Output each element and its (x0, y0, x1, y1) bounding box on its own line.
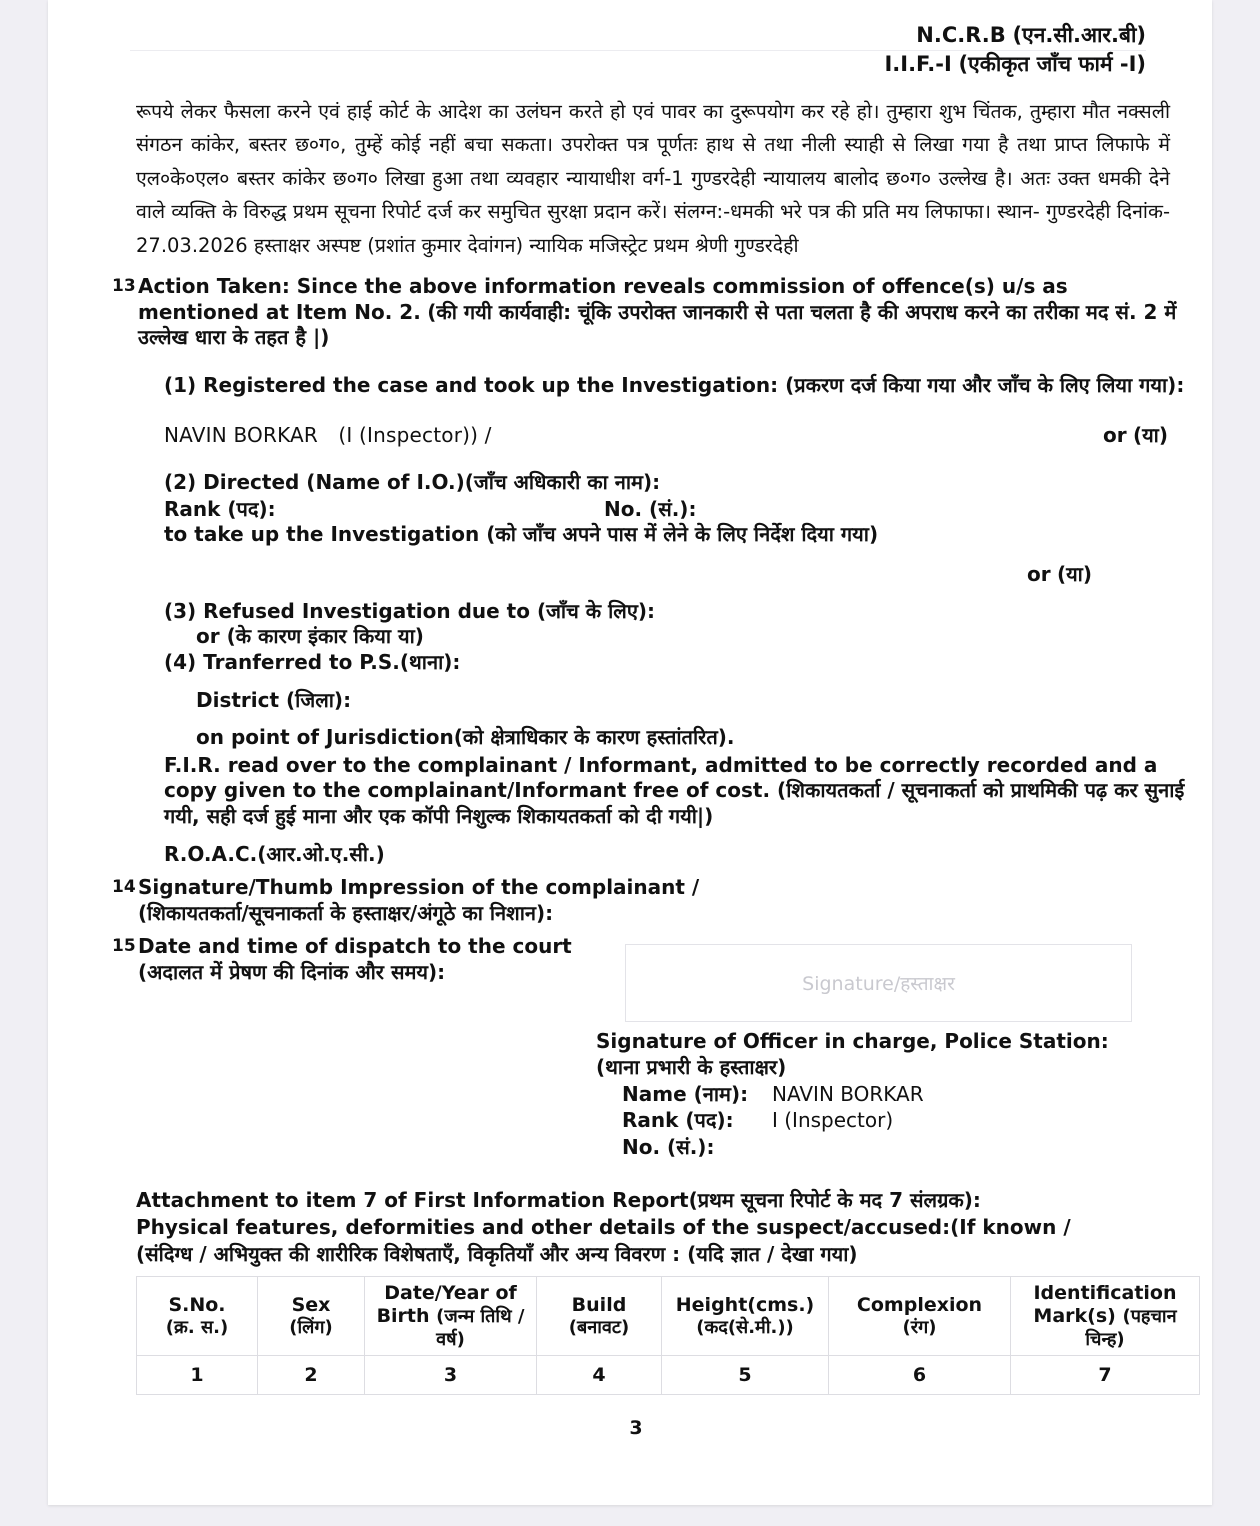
officer-no-row (622, 1134, 1192, 1161)
officer-no-label (622, 1134, 772, 1161)
th-complexion-en: Complexion (856, 1294, 983, 1317)
take-up-investigation-line (164, 522, 1192, 548)
th-identification-mark-en: Identification Mark(s) (1033, 1282, 1177, 1327)
item-13-title-en: Action Taken: Since the above information reveals commission of offence(s) u/s as mentioned at Item No. 2. (138, 274, 1068, 324)
th-dob (365, 1277, 537, 1356)
officer-no-label-hi: (सं.): (667, 1134, 715, 1159)
th-complexion (829, 1277, 1011, 1356)
continuation-paragraph: रूपये लेकर फैसला करने एवं हाई कोर्ट के आदेश का उलंघन करते हो एवं पावर का दुरूपयोग कर रहे हो। तुम्हारा शुभ चिंतक, तुम्हारा मौत नक्सली संगठन कांकेर, बस्तर छ०ग०, तुम्हें कोई नहीं बचा सकता। उपरोक्त पत्र पूर्णतः हाथ से तथा नीली स्याही से लिखा गया है तथा प्राप्त लिफाफे में एल०के०एल० बस्तर कांकेर छ०ग० लिखा हुआ तथा व्यवहार न्यायाधीश वर्ग-1 गुण्डरदेही न्यायालय बालोद छ०ग० उल्लेख है। अतः उक्त धमकी देने वाले व्यक्ति के विरुद्ध प्रथम सूचना रिपोर्ट दर्ज कर समुचित सुरक्षा प्रदान करें। संलग्न:-धमकी भरे पत्र की प्रति मय लिफाफा। स्थान- गुण्डरदेही दिनांक- 27.03.2026 हस्ताक्षर अस्पष्ट (प्रशांत कुमार देवांगन) न्यायिक मजिस्ट्रेट प्रथम श्रेणी गुण्डरदेही (136, 99, 1170, 257)
io-no-label (604, 495, 696, 522)
fir-read-over-en: F.I.R. read over to the complainant / Informant, admitted to be correctly recorded and a copy given to the complainant/Informant free of cost. (164, 752, 1158, 803)
th-sex-en: Sex (291, 1294, 331, 1317)
th-build (537, 1277, 662, 1356)
or-label-1 (1103, 421, 1168, 448)
district-line (196, 688, 1192, 714)
officer-in-charge-title-hi: (थाना प्रभारी के हस्ताक्षर) (596, 1055, 787, 1080)
io-no-label-hi: (सं.): (649, 497, 697, 522)
item-13-sub-3-or (196, 624, 1192, 650)
header-ncrb-hi: (एन.सी.आर.बी) (1012, 23, 1146, 47)
jurisdiction-line (196, 725, 1192, 751)
or-label-1-hi: (या) (1132, 422, 1168, 447)
fir-read-over-line (164, 753, 1192, 830)
investigating-officer-name: NAVIN BORKAR (164, 422, 319, 447)
officer-name-label-en: Name (622, 1081, 687, 1106)
td-col-2: 2 (258, 1356, 365, 1395)
item-13-sub3-en: (3) Refused Investigation due to (164, 598, 530, 623)
th-height-en: Height(cms.) (675, 1294, 815, 1317)
item-13-title-hi: (की गयी कार्यवाही: चूंकि उपरोक्त जानकारी से पता चलता है की अपराध करने का तरीका मद सं. 2 में उल्लेख धारा के तहत है |) (138, 299, 1177, 350)
roac-hi: (आर.ओ.ए.सी.) (257, 841, 385, 866)
jurisdiction-hi: (को क्षेत्राधिकार के कारण हस्तांतरित). (453, 725, 735, 750)
th-build-hi: (बनावट) (568, 1316, 630, 1338)
signature-placeholder-text: Signature/हस्ताक्षर (802, 972, 955, 995)
item-15-title-en: Date and time of dispatch to the court (138, 934, 572, 959)
officer-name-value: NAVIN BORKAR (772, 1081, 924, 1106)
attachment-section (136, 1187, 1192, 1269)
th-height (662, 1277, 829, 1356)
take-up-en: to take up the Investigation (164, 522, 480, 547)
io-no-label-en: No. (604, 497, 643, 522)
investigating-officer-rank: (I (Inspector)) / (338, 422, 492, 447)
item-14-title-hi: (शिकायतकर्ता/सूचनाकर्ता के हस्ताक्षर/अंगूठे का निशान): (138, 900, 554, 925)
td-col-4: 4 (537, 1356, 662, 1395)
page-number: 3 (629, 1417, 643, 1440)
officer-name-label (622, 1081, 772, 1108)
item-13-sub2-en: (2) Directed (Name of I.O.) (164, 469, 465, 494)
item-13-sub3-or-en: or (196, 624, 220, 649)
attachment-line1-en: Attachment to item 7 of First Information Report (136, 1187, 689, 1212)
officer-in-charge-title-en: Signature of Officer in charge, Police Station: (596, 1028, 1109, 1053)
th-identification-mark (1011, 1277, 1200, 1356)
jurisdiction-en: on point of Jurisdiction (196, 725, 454, 750)
td-col-5: 5 (662, 1356, 829, 1395)
roac-en: R.O.A.C. (164, 841, 258, 866)
attachment-line1-hi: (प्रथम सूचना रिपोर्ट के मद 7 संलग्रक): (688, 1187, 981, 1212)
io-rank-label-en: Rank (164, 497, 221, 522)
table-row (137, 1356, 1200, 1395)
officer-rank-value: I (Inspector) (772, 1108, 894, 1133)
officer-rank-label-en: Rank (622, 1108, 679, 1133)
officer-rank-label-hi: (पद): (685, 1108, 734, 1133)
td-col-6: 6 (829, 1356, 1011, 1395)
document-page (48, 0, 1212, 1505)
header-iif-hi: (एकीकृत जाँच फार्म -I) (958, 52, 1146, 77)
th-sno (137, 1277, 258, 1356)
item-15-number: 15 (112, 936, 136, 957)
officer-no-label-en: No. (622, 1134, 661, 1159)
officer-name-row (622, 1081, 1192, 1108)
item-13-sub4-en: (4) Tranferred to P.S. (164, 650, 400, 674)
item-14-title-en: Signature/Thumb Impression of the complainant / (138, 875, 700, 900)
document-header (48, 0, 1212, 79)
header-line-iif (48, 51, 1146, 78)
officer-name-label-hi: (नाम): (693, 1081, 749, 1106)
item-13-sub3-hi: (जाँच के लिए): (536, 598, 656, 623)
th-dob-hi: (जन्म तिथि / वर्ष) (436, 1305, 525, 1350)
officer-rank-row (622, 1107, 1192, 1134)
header-ncrb-en: N.C.R.B (916, 23, 1006, 47)
th-identification-mark-hi: (पहचान चिन्ह) (1085, 1305, 1177, 1350)
table-header-row (137, 1277, 1200, 1356)
item-13 (112, 274, 1192, 351)
item-14 (112, 875, 1192, 926)
officer-rank-label (622, 1107, 772, 1134)
th-build-en: Build (571, 1294, 627, 1317)
th-sno-en: S.No. (168, 1294, 226, 1317)
signature-capture-box[interactable] (625, 944, 1132, 1022)
take-up-hi: (को जाँच अपने पास में लेने के लिए निर्देश दिया गया) (486, 522, 879, 547)
td-col-1: 1 (137, 1356, 258, 1395)
or-label-1-en: or (1102, 422, 1127, 447)
th-dob-en: Date/Year of Birth (376, 1282, 517, 1327)
district-label-hi: (जिला): (286, 687, 352, 712)
or-label-2 (136, 560, 1192, 587)
or-label-2-en: or (1026, 561, 1051, 586)
item-13-sub-1 (164, 373, 1192, 399)
th-sno-hi: (क्र. स.) (165, 1316, 229, 1338)
item-13-sub-4 (164, 650, 1192, 676)
item-13-sub2-hi: (जाँच अधिकारी का नाम): (464, 469, 661, 494)
or-label-2-hi: (या) (1056, 561, 1092, 586)
item-13-sub3-or-hi: (के कारण इंकार किया या) (226, 624, 424, 649)
investigating-officer-row (164, 421, 1168, 448)
io-rank-label (164, 495, 604, 522)
officer-signature-block (596, 1028, 1192, 1161)
th-sex-hi: (लिंग) (289, 1316, 333, 1338)
attachment-line2-hi: (संदिग्ध / अभियुक्त की शारीरिक विशेषताएँ, विकृतियाँ और अन्य विवरण : (यदि ज्ञात / देखा गया) (136, 1241, 858, 1266)
th-height-hi: (कद(से.मी.)) (696, 1316, 794, 1338)
item-13-sub1-en: (1) Registered the case and took up the Investigation: (164, 373, 779, 398)
item-13-sub-3 (164, 599, 1192, 625)
roac-line (164, 842, 1192, 868)
th-complexion-hi: (रंग) (902, 1316, 937, 1338)
io-rank-label-hi: (पद): (227, 497, 276, 522)
td-col-3: 3 (365, 1356, 537, 1395)
attachment-line2-en: Physical features, deformities and other details of the suspect/accused:(If known / (136, 1214, 1071, 1239)
header-iif-en: I.I.F.-I (884, 52, 952, 77)
district-label-en: District (196, 687, 280, 712)
item-13-sub-2 (164, 470, 1192, 496)
fir-read-over-hi: (शिकायतकर्ता / सूचनाकर्ता को प्राथमिकी पढ़ कर सुनाई गयी, सही दर्ज हुई माना और एक कॉपी निशुल्क शिकायतकर्ता को दी गयी|) (164, 778, 1185, 828)
physical-features-table (136, 1276, 1200, 1395)
io-rank-no-row (164, 495, 1192, 522)
item-13-sub4-hi: (थाना): (399, 650, 461, 674)
item-13-number: 13 (112, 276, 136, 297)
item-13-sub1-hi: (प्रकरण दर्ज किया गया और जाँच के लिए लिया गया): (785, 373, 1185, 398)
item-14-number: 14 (112, 877, 136, 898)
td-col-7: 7 (1011, 1356, 1200, 1395)
th-sex (258, 1277, 365, 1356)
item-15-title-hi: (अदालत में प्रेषण की दिनांक और समय): (138, 959, 446, 984)
header-line-ncrb (48, 22, 1146, 49)
